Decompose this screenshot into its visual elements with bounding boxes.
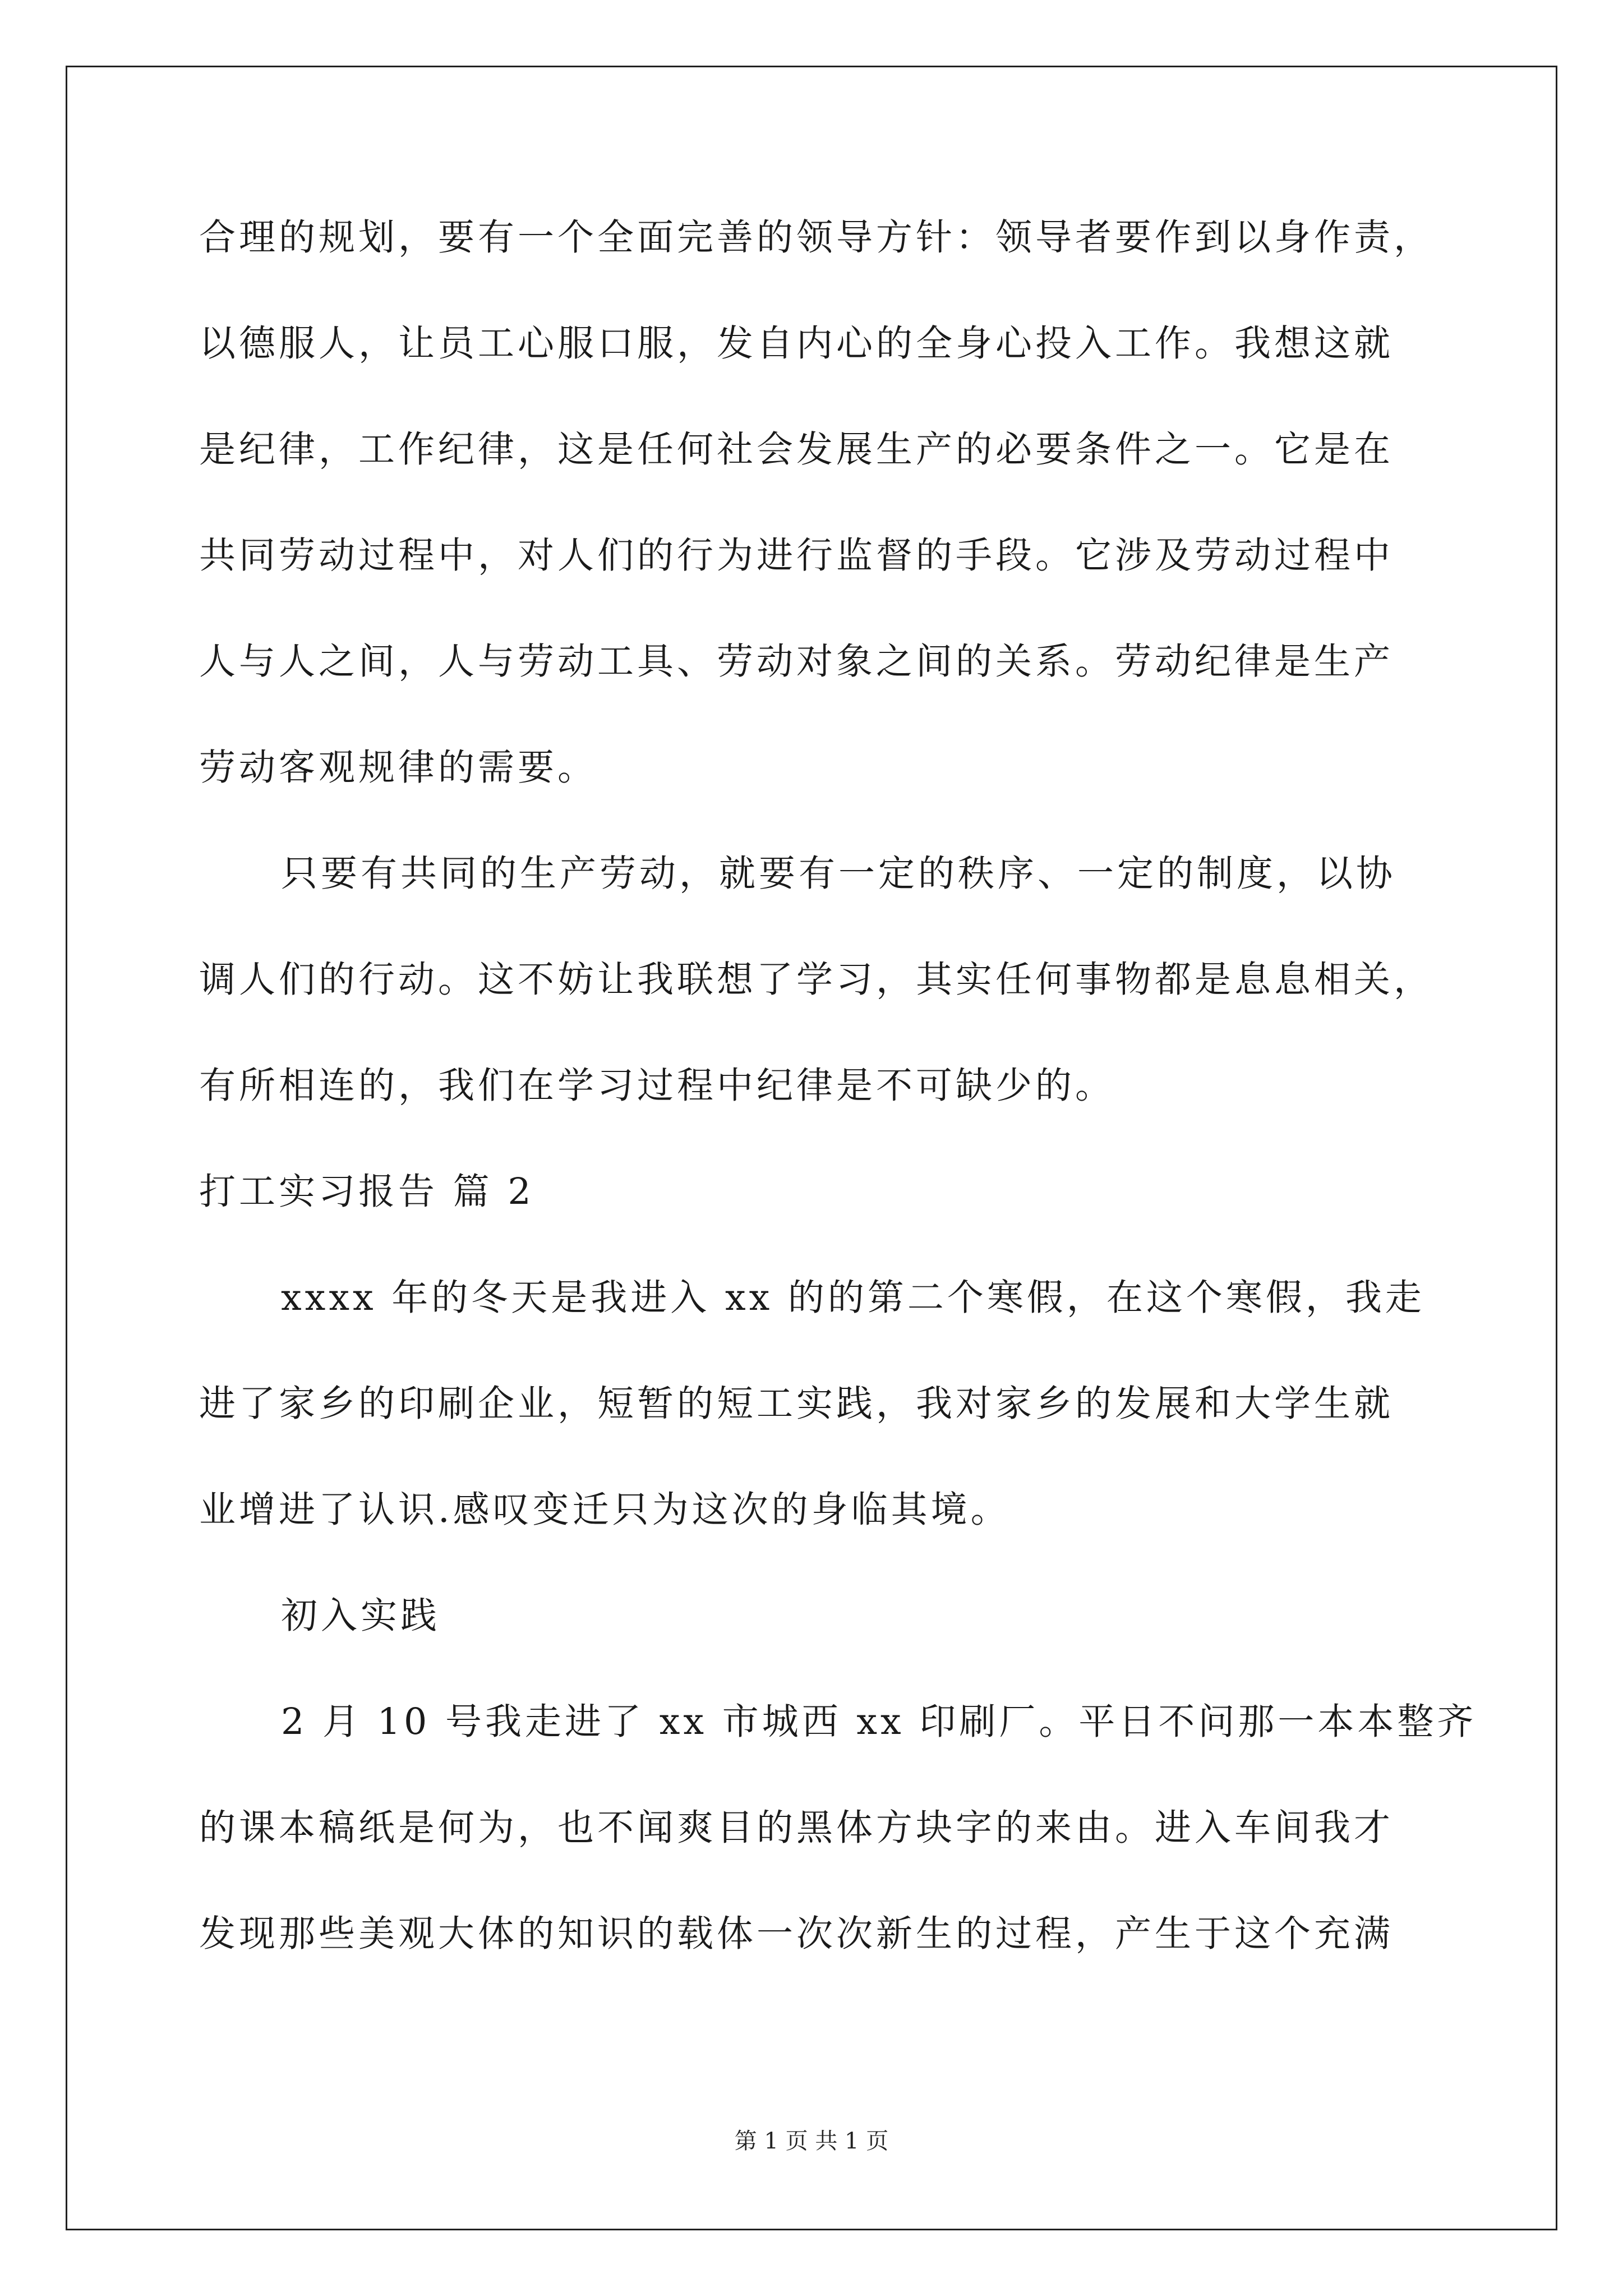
text-line: 业增进了认识.感叹变迁只为这次的身临其境。 bbox=[199, 1489, 1011, 1531]
text-line: 的课本稿纸是何为，也不闻爽目的黑体方块字的来由。进入车间我才 bbox=[199, 1807, 1394, 1849]
text-line: 合理的规划，要有一个全面完善的领导方针：领导者要作到以身作责， bbox=[199, 217, 1434, 259]
text-line: 进了家乡的印刷企业，短暂的短工实践，我对家乡的发展和大学生就 bbox=[199, 1383, 1394, 1425]
section-heading: 打工实习报告 篇 2 bbox=[199, 1171, 534, 1213]
text-line: xxxx 年的冬天是我进入 xx 的的第二个寒假，在这个寒假，我走 bbox=[281, 1277, 1425, 1319]
text-line: 2 月 10 号我走进了 xx 市城西 xx 印刷厂。平日不问那一本本整齐 bbox=[281, 1701, 1477, 1743]
text-line: 发现那些美观大体的知识的载体一次次新生的过程，产生于这个充满 bbox=[199, 1913, 1394, 1955]
text-line: 是纪律，工作纪律，这是任何社会发展生产的必要条件之一。它是在 bbox=[199, 429, 1394, 471]
text-line: 人与人之间，人与劳动工具、劳动对象之间的关系。劳动纪律是生产 bbox=[199, 641, 1394, 683]
text-line: 调人们的行动。这不妨让我联想了学习，其实任何事物都是息息相关， bbox=[199, 959, 1434, 1001]
text-line: 共同劳动过程中，对人们的行为进行监督的手段。它涉及劳动过程中 bbox=[199, 535, 1394, 577]
document-body bbox=[199, 213, 1477, 2016]
text-line: 以德服人，让员工心服口服，发自内心的全身心投入工作。我想这就 bbox=[199, 323, 1394, 365]
page-number-footer: 第 1 页 共 1 页 bbox=[734, 2128, 889, 2154]
subheading: 初入实践 bbox=[281, 1595, 441, 1637]
text-line: 有所相连的，我们在学习过程中纪律是不可缺少的。 bbox=[199, 1065, 1115, 1107]
text-line: 劳动客观规律的需要。 bbox=[199, 747, 598, 789]
text-line: 只要有共同的生产劳动，就要有一定的秩序、一定的制度，以协 bbox=[281, 853, 1396, 895]
